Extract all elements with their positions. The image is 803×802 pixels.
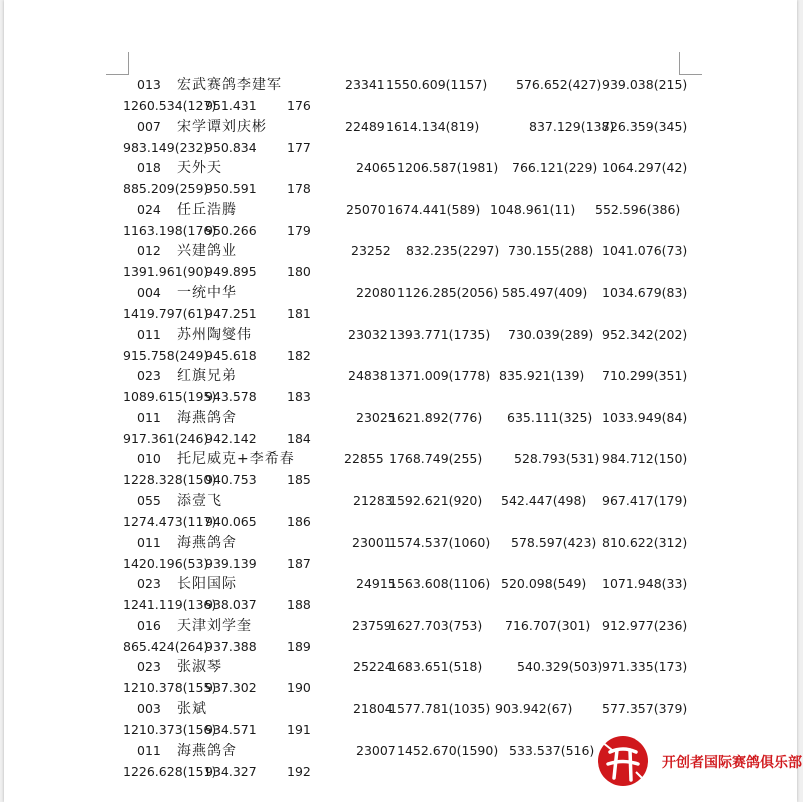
race-4-speed: 865.424(264) (123, 638, 209, 654)
ring-number: 22489 (345, 118, 385, 134)
group-number: 018 (137, 160, 161, 176)
rank-number: 188 (287, 597, 311, 613)
rank-number: 192 (287, 763, 311, 779)
total-score: 934.327 (205, 763, 257, 779)
race-2-speed: 837.129(138) (529, 118, 615, 134)
race-2-speed: 730.155(288) (508, 243, 594, 259)
race-2-speed: 520.098(549) (501, 576, 587, 592)
loft-name: 海燕鸽舍 (177, 409, 237, 426)
race-2-speed: 903.942(67) (495, 701, 573, 716)
ring-number: 23252 (351, 243, 391, 259)
total-score: 942.142 (205, 430, 257, 446)
race-3-speed: 912.977(236) (602, 617, 688, 633)
loft-name: 张斌 (177, 701, 207, 717)
margin-corner-top-right (679, 52, 702, 75)
race-4-speed: 1241.119(136) (123, 597, 217, 613)
race-1-speed: 1627.703(753) (389, 617, 483, 633)
race-4-speed: 1210.378(155) (123, 680, 217, 696)
race-3-speed: 552.596(386) (595, 201, 681, 217)
loft-name: 苏州陶燮伟 (177, 326, 252, 343)
group-number: 011 (137, 409, 161, 425)
loft-name: 宋学谭刘庆彬 (177, 118, 267, 135)
race-4-speed: 1419.797(61) (123, 306, 209, 321)
rank-number: 186 (287, 514, 311, 529)
ring-number: 22080 (356, 285, 396, 300)
race-1-speed: 1577.781(1035) (389, 701, 491, 716)
rank-number: 191 (287, 722, 311, 737)
race-3-speed: 577.357(379) (602, 701, 688, 716)
race-2-speed: 1048.961(11) (490, 201, 576, 217)
race-1-speed: 1563.608(1106) (389, 576, 491, 592)
race-1-speed: 1206.587(1981) (397, 160, 499, 176)
race-3-speed: 810.622(312) (602, 534, 688, 550)
race-4-speed: 1226.628(151) (123, 763, 217, 779)
document-page (4, 0, 797, 802)
result-entry (4, 327, 797, 369)
race-2-speed: 528.793(531) (514, 451, 600, 467)
race-2-speed: 585.497(409) (502, 285, 588, 300)
rank-number: 190 (287, 680, 311, 696)
race-2-speed: 835.921(139) (499, 368, 585, 384)
total-score: 951.431 (205, 98, 257, 113)
group-number: 003 (137, 701, 161, 716)
race-2-speed: 730.039(289) (508, 326, 594, 342)
race-3-speed: 1041.076(73) (602, 243, 688, 259)
race-3-speed: 726.359(345) (602, 118, 688, 134)
race-4-speed: 1391.961(90) (123, 264, 209, 280)
loft-name: 兴建鸽业 (177, 243, 237, 260)
ring-number: 23341 (345, 77, 385, 92)
ring-number: 22855 (344, 451, 384, 467)
total-score: 949.895 (205, 264, 257, 280)
total-score: 943.578 (205, 389, 257, 405)
total-score: 934.571 (205, 722, 257, 737)
group-number: 016 (137, 617, 161, 633)
loft-name: 长阳国际 (177, 576, 237, 593)
race-4-speed: 983.149(232) (123, 139, 209, 155)
total-score: 939.139 (205, 555, 257, 571)
race-4-speed: 1260.534(127) (123, 98, 217, 113)
race-1-speed: 1683.651(518) (389, 659, 483, 675)
loft-name: 红旗兄弟 (177, 368, 237, 385)
ring-number: 25224 (353, 659, 393, 675)
result-entry (4, 77, 797, 119)
group-number: 011 (137, 326, 161, 342)
race-4-speed: 1210.373(156) (123, 722, 217, 737)
result-entry (4, 285, 797, 327)
result-entry (4, 451, 797, 493)
race-1-speed: 1674.441(589) (387, 201, 481, 217)
seal-icon (596, 734, 650, 788)
loft-name: 天津刘学奎 (177, 617, 252, 634)
race-3-speed: 939.038(215) (602, 77, 688, 92)
result-entry (4, 202, 797, 244)
result-entry (4, 618, 797, 660)
loft-name: 张淑琴 (177, 659, 222, 676)
race-4-speed: 915.758(249) (123, 347, 209, 363)
race-1-speed: 1592.621(920) (389, 493, 483, 508)
rank-number: 180 (287, 264, 311, 280)
rank-number: 189 (287, 638, 311, 654)
ring-number: 21804 (353, 701, 393, 716)
race-1-speed: 1768.749(255) (389, 451, 483, 467)
loft-name: 托尼威克+李希春 (177, 451, 295, 468)
ring-number: 24838 (348, 368, 388, 384)
ring-number: 25070 (346, 201, 386, 217)
result-entry (4, 410, 797, 452)
margin-corner-top-left (106, 52, 129, 75)
loft-name: 一统中华 (177, 285, 237, 301)
race-2-speed: 716.707(301) (505, 617, 591, 633)
ring-number: 23007 (356, 742, 396, 758)
race-2-speed: 635.111(325) (507, 409, 593, 425)
rank-number: 177 (287, 139, 311, 155)
race-1-speed: 1371.009(1778) (389, 368, 491, 384)
group-number: 023 (137, 576, 161, 592)
race-1-speed: 832.235(2297) (406, 243, 500, 259)
total-score: 945.618 (205, 347, 257, 363)
ring-number: 24915 (356, 576, 396, 592)
result-entry (4, 243, 797, 285)
race-2-speed: 766.121(229) (512, 160, 598, 176)
result-entry (4, 160, 797, 202)
race-4-speed: 885.209(259) (123, 181, 209, 197)
race-3-speed: 971.335(173) (602, 659, 688, 675)
race-2-speed: 578.597(423) (511, 534, 597, 550)
race-1-speed: 1452.670(1590) (397, 742, 499, 758)
total-score: 940.753 (205, 472, 257, 488)
race-4-speed: 1163.198(176) (123, 222, 217, 238)
result-entry (4, 119, 797, 161)
race-3-speed: 1033.949(84) (602, 409, 688, 425)
total-score: 938.037 (205, 597, 257, 613)
total-score: 947.251 (205, 306, 257, 321)
race-1-speed: 1393.771(1735) (389, 326, 491, 342)
race-1-speed: 1126.285(2056) (397, 285, 499, 300)
group-number: 012 (137, 243, 161, 259)
rank-number: 176 (287, 98, 311, 113)
race-3-speed: 710.299(351) (602, 368, 688, 384)
result-entry (4, 659, 797, 701)
result-entry (4, 368, 797, 410)
rank-number: 181 (287, 306, 311, 321)
race-3-speed: 967.417(179) (602, 493, 688, 508)
group-number: 011 (137, 742, 161, 758)
ring-number: 23025 (356, 409, 396, 425)
race-3-speed: 1034.679(83) (602, 285, 688, 300)
race-3-speed: 1071.948(33) (602, 576, 688, 592)
result-entry (4, 576, 797, 618)
group-number: 010 (137, 451, 161, 467)
race-3-speed: 1064.297(42) (602, 160, 688, 176)
race-2-speed: 542.447(498) (501, 493, 587, 508)
loft-name: 添壹飞 (177, 493, 222, 509)
race-4-speed: 1274.473(117) (123, 514, 217, 529)
race-2-speed: 576.652(427) (516, 77, 602, 92)
race-1-speed: 1574.537(1060) (389, 534, 491, 550)
rank-number: 179 (287, 222, 311, 238)
race-4-speed: 1420.196(53) (123, 555, 209, 571)
rank-number: 183 (287, 389, 311, 405)
race-4-speed: 1089.615(195) (123, 389, 217, 405)
ring-number: 23001 (352, 534, 392, 550)
total-score: 950.591 (205, 181, 257, 197)
race-2-speed: 540.329(503) (517, 659, 603, 675)
ring-number: 21283 (353, 493, 393, 508)
group-number: 023 (137, 368, 161, 384)
total-score: 937.302 (205, 680, 257, 696)
ring-number: 23759 (352, 617, 392, 633)
race-3-speed: 952.342(202) (602, 326, 688, 342)
club-logo (596, 734, 802, 790)
rank-number: 185 (287, 472, 311, 488)
race-1-speed: 1621.892(776) (389, 409, 483, 425)
total-score: 937.388 (205, 638, 257, 654)
result-entry (4, 493, 797, 535)
group-number: 007 (137, 118, 161, 134)
race-4-speed: 917.361(246) (123, 430, 209, 446)
total-score: 950.834 (205, 139, 257, 155)
race-2-speed: 533.537(516) (509, 742, 595, 758)
race-3-speed: 984.712(150) (602, 451, 688, 467)
group-number: 024 (137, 201, 161, 217)
group-number: 013 (137, 77, 161, 92)
total-score: 940.065 (205, 514, 257, 529)
rank-number: 182 (287, 347, 311, 363)
rank-number: 178 (287, 181, 311, 197)
group-number: 055 (137, 493, 161, 508)
loft-name: 任丘浩腾 (177, 201, 237, 218)
rank-number: 187 (287, 555, 311, 571)
club-name: 开创者国际赛鸽俱乐部 (662, 755, 802, 771)
loft-name: 海燕鸽舍 (177, 742, 237, 759)
group-number: 011 (137, 534, 161, 550)
group-number: 004 (137, 285, 161, 300)
rank-number: 184 (287, 430, 311, 446)
loft-name: 天外天 (177, 160, 222, 177)
group-number: 023 (137, 659, 161, 675)
ring-number: 24065 (356, 160, 396, 176)
result-entry (4, 535, 797, 577)
loft-name: 宏武赛鸽李建军 (177, 77, 282, 93)
race-1-speed: 1614.134(819) (386, 118, 480, 134)
total-score: 950.266 (205, 222, 257, 238)
race-1-speed: 1550.609(1157) (386, 77, 488, 92)
loft-name: 海燕鸽舍 (177, 534, 237, 551)
ring-number: 23032 (348, 326, 388, 342)
race-4-speed: 1228.328(150) (123, 472, 217, 488)
